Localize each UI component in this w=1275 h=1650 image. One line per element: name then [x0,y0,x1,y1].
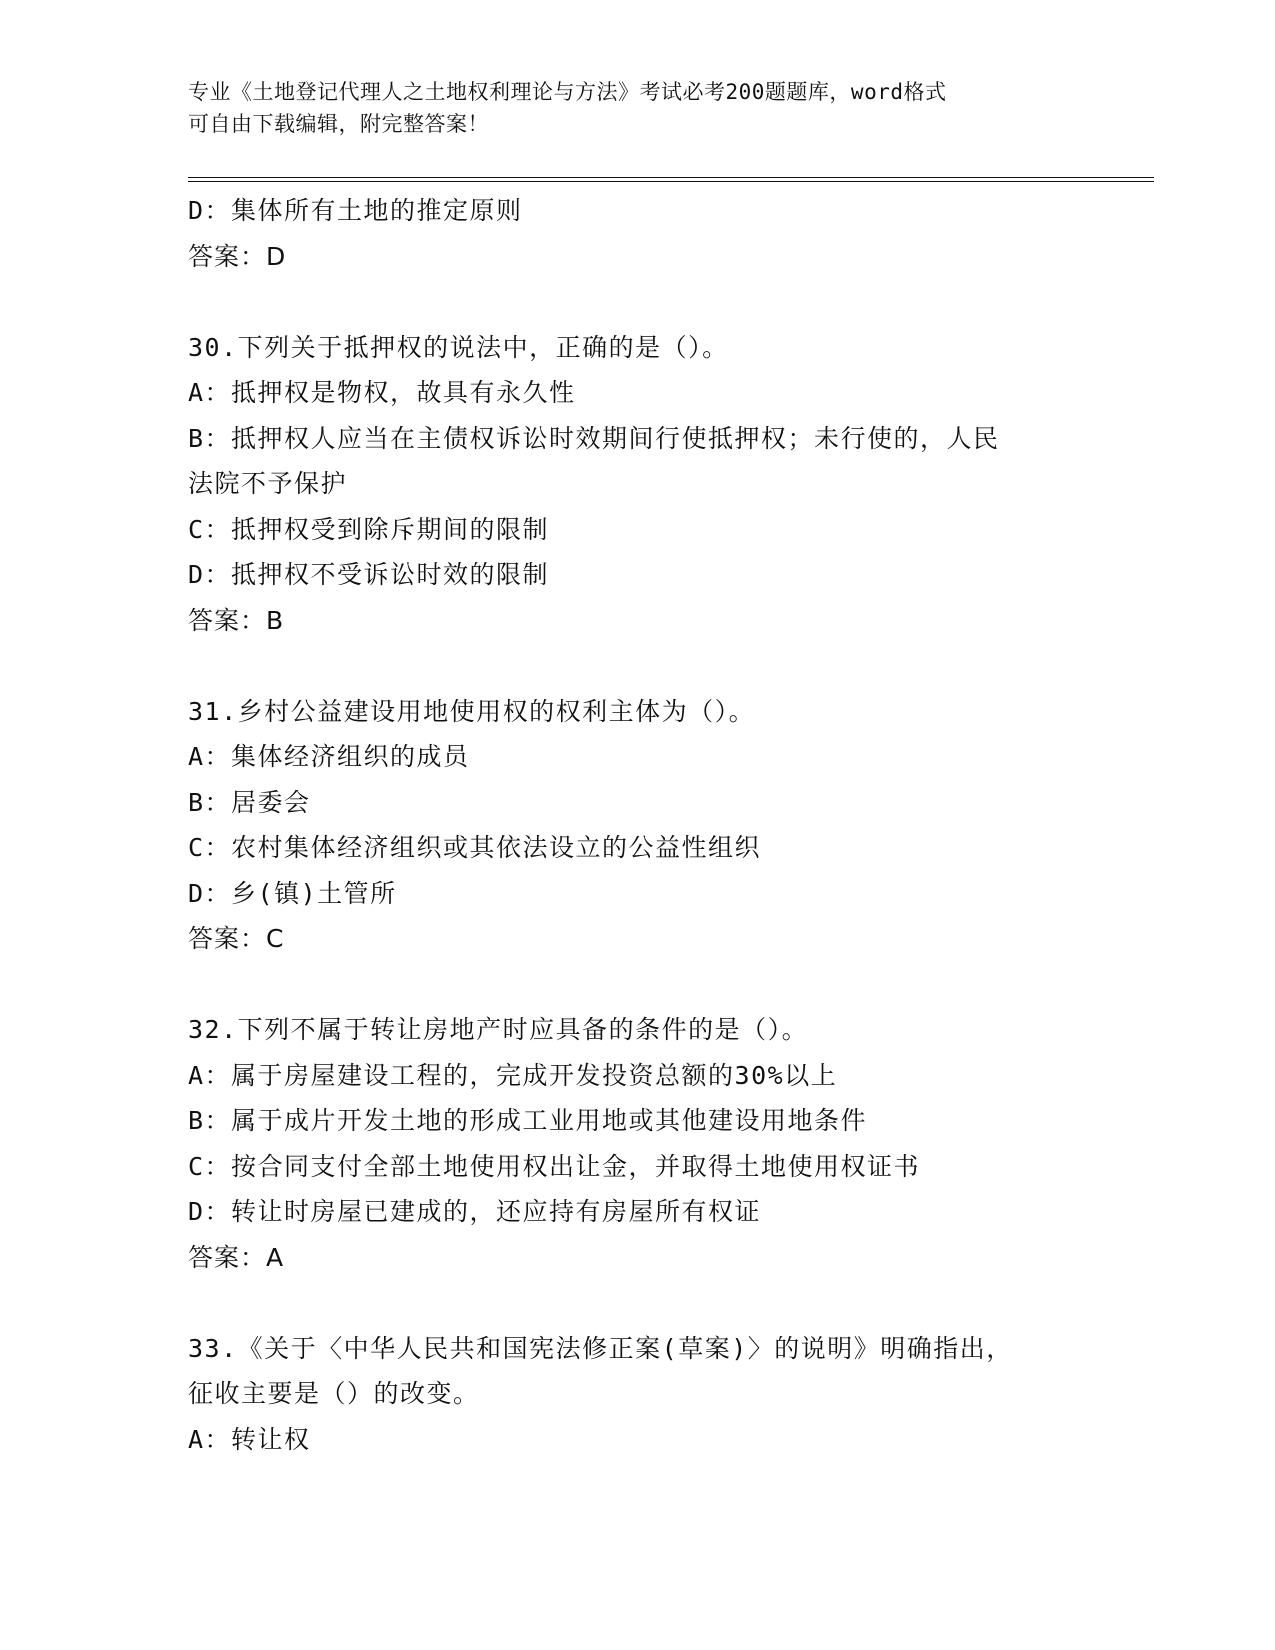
header-line-2: 可自由下载编辑，附完整答案！ [188,112,489,136]
spacer [188,962,1088,1008]
option-c: C：农村集体经济组织或其依法设立的公益性组织 [188,833,762,862]
option-a: A：转让权 [188,1424,311,1454]
answer: 答案：A [188,1242,285,1272]
question-text: 31.乡村公益建设用地使用权的权利主体为（）。 [188,696,756,726]
question-32 [188,1007,1088,1280]
option-b-line-2: 法院不予保护 [188,469,348,498]
question-text-line-2: 征收主要是（）的改变。 [188,1379,480,1408]
question-29-tail [188,188,1088,279]
question-33 [188,1326,1088,1463]
option-d: D：抵押权不受诉讼时效的限制 [188,560,550,589]
spacer [188,643,1088,689]
question-text-line-1: 33.《关于〈中华人民共和国宪法修正案(草案)〉的说明》明确指出， [188,1333,1013,1363]
header-divider [188,177,1154,182]
spacer [188,279,1088,325]
option-d: D：集体所有土地的推定原则 [188,196,523,225]
option-b-line-1: B：抵押权人应当在主债权诉讼时效期间行使抵押权；未行使的，人民 [188,423,1000,453]
answer: 答案：C [188,924,285,953]
question-list [188,188,1088,1462]
question-text: 32.下列不属于转让房地产时应具备的条件的是（）。 [188,1015,809,1044]
question-30 [188,325,1088,644]
header-line-1: 专业《土地登记代理人之土地权利理论与方法》考试必考200题题库，word格式 [188,80,947,104]
option-a: A：抵押权是物权，故具有永久性 [188,378,576,407]
option-b: B：属于成片开发土地的形成工业用地或其他建设用地条件 [188,1106,868,1135]
option-a: A：集体经济组织的成员 [188,742,470,771]
option-b: B：居委会 [188,787,311,817]
question-text: 30.下列关于抵押权的说法中，正确的是（）。 [188,332,729,362]
answer: 答案：D [188,241,287,271]
option-d: D：乡(镇)土管所 [188,878,397,908]
spacer [188,1280,1088,1326]
answer: 答案：B [188,605,285,635]
question-31 [188,689,1088,962]
option-a: A：属于房屋建设工程的，完成开发投资总额的30%以上 [188,1060,838,1090]
option-c: C：抵押权受到除斥期间的限制 [188,514,550,544]
document-header [188,76,1068,140]
option-c: C：按合同支付全部土地使用权出让金，并取得土地使用权证书 [188,1151,921,1181]
option-d: D：转让时房屋已建成的，还应持有房屋所有权证 [188,1197,762,1226]
